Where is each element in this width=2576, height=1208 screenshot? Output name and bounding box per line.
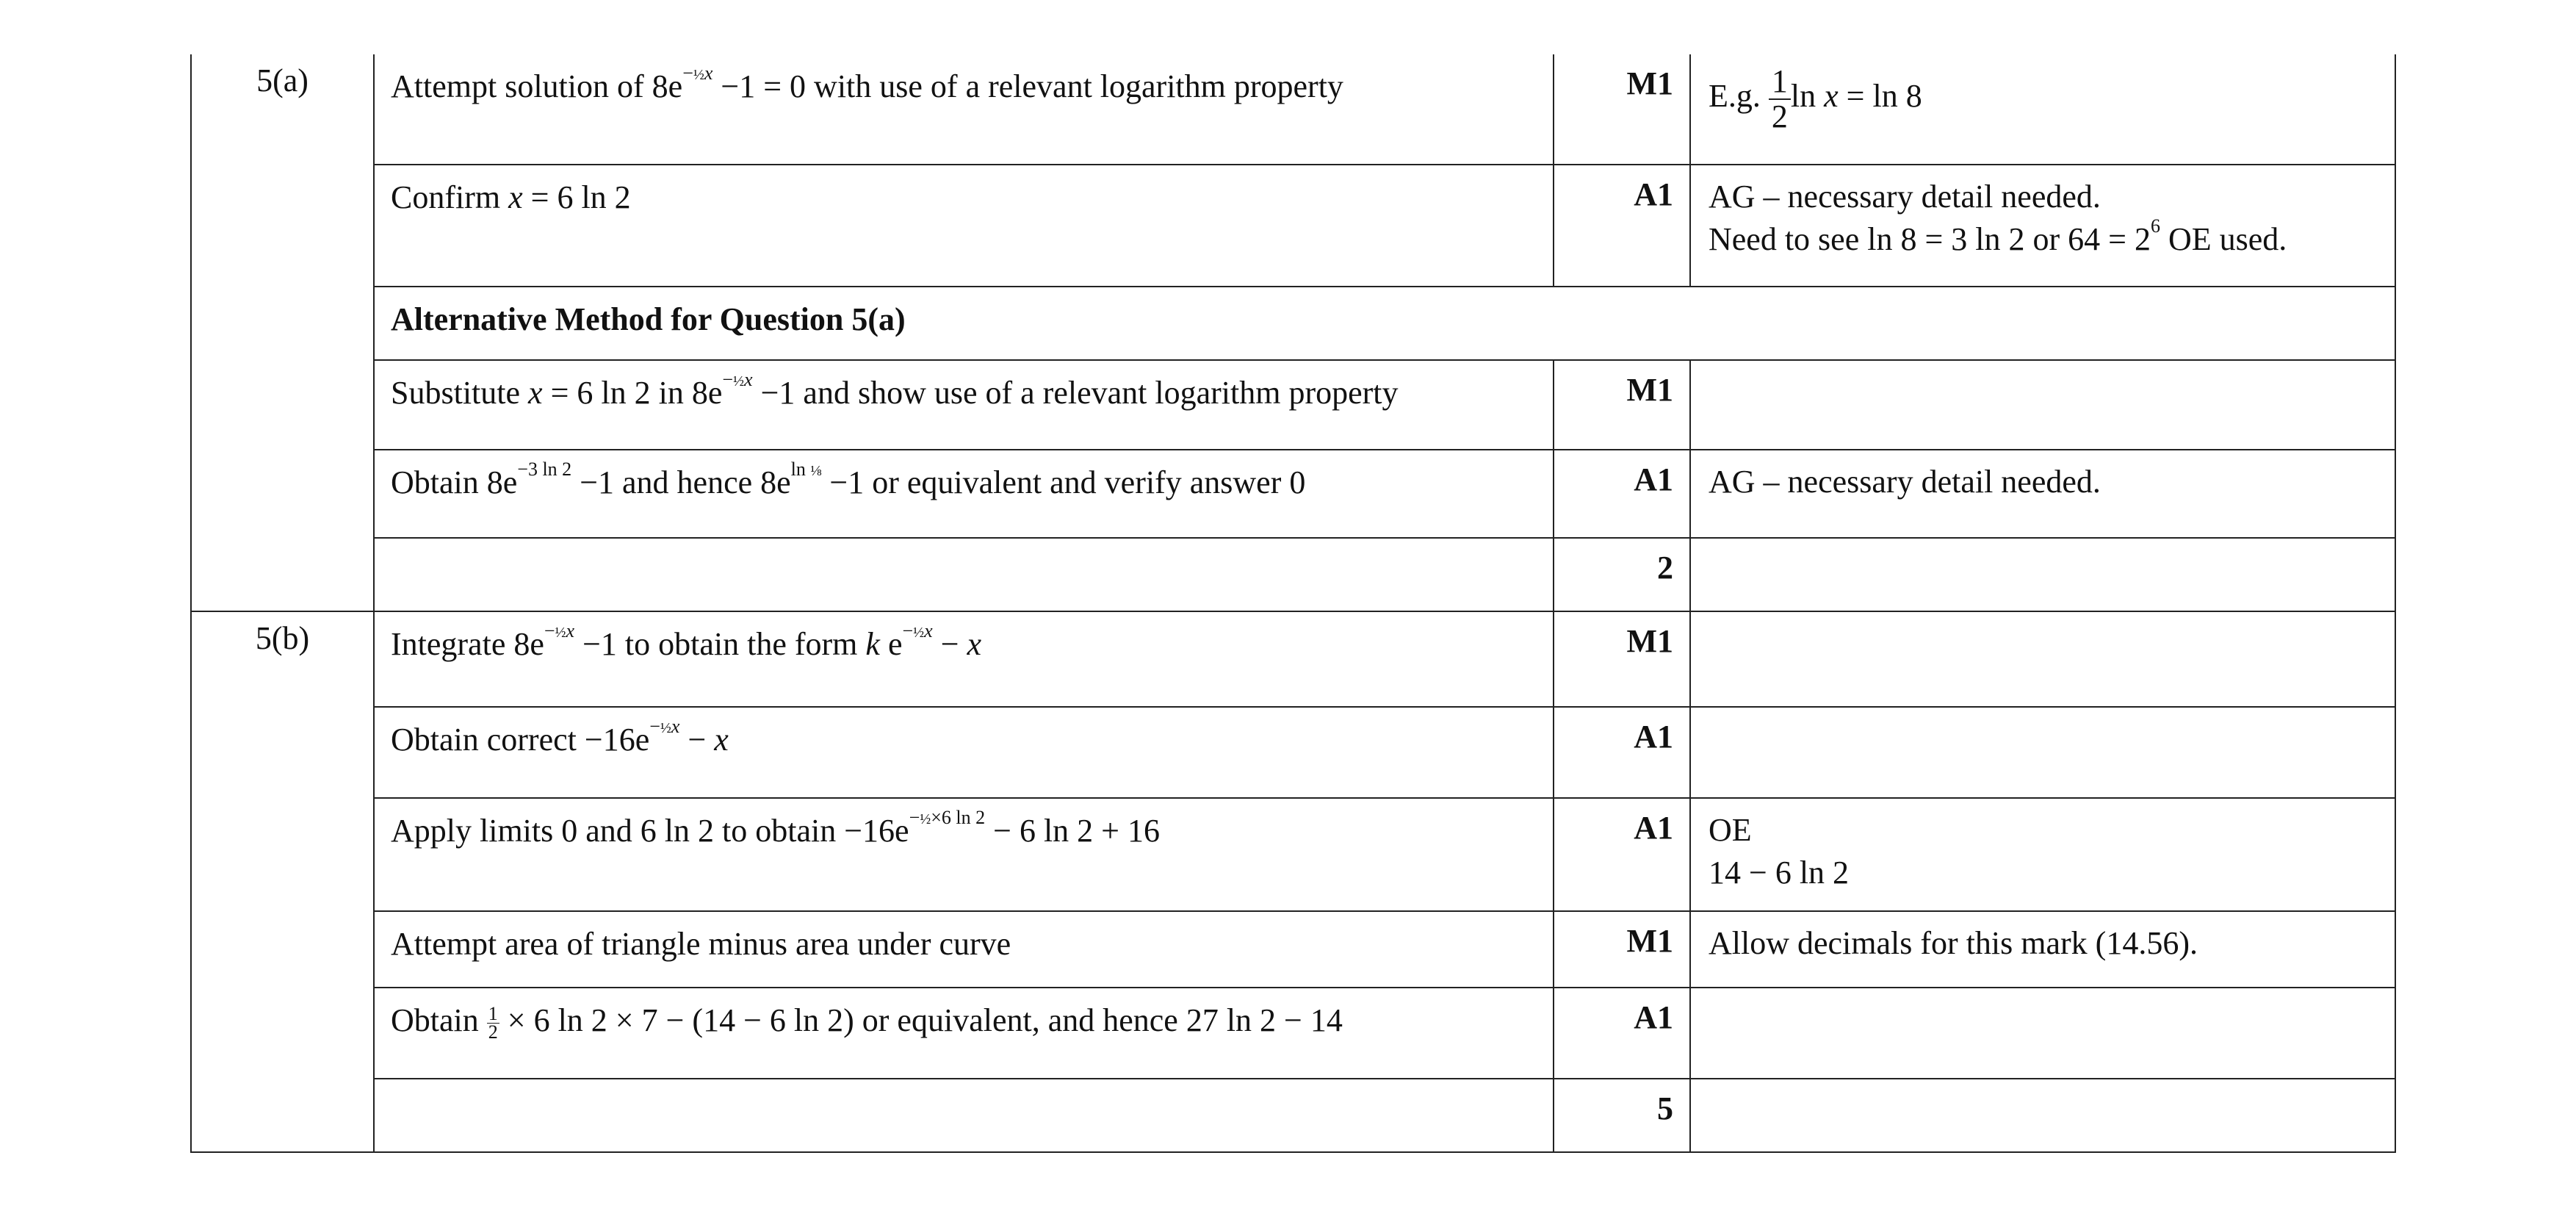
- guidance-cell: [1690, 538, 2395, 611]
- answer-cell: Obtain $\frac{1}{2}$ × 6 ln 2 × 7 − (14 − 6 ln 2) or equivalent, and hence 27 ln 2 − 14: [374, 988, 1554, 1079]
- answer-cell: Confirm x = 6 ln 2: [374, 165, 1554, 287]
- total-mark: 5: [1554, 1079, 1690, 1152]
- mark-scheme-table: [190, 54, 2396, 1153]
- answer-cell: Integrate $8e^{-\frac{1}{2}x} -1$ to obtain the form k $e^{-\frac{1}{2}x} - x$: [374, 611, 1554, 707]
- guidance-cell: AG – necessary detail needed.: [1690, 450, 2395, 538]
- alternative-method-heading: Alternative Method for Question 5(a): [374, 287, 2395, 360]
- table-row: [191, 450, 2395, 538]
- answer-cell: Substitute x = 6 ln 2 in $8e^{-\frac{1}{2}x} -1$ and show use of a relevant logarithm property: [374, 360, 1554, 450]
- answer-cell: Obtain correct $-16e^{-\frac{1}{2}x} - x$: [374, 707, 1554, 798]
- table-row: [191, 538, 2395, 611]
- guidance-cell: [1690, 611, 2395, 707]
- guidance-cell: [1690, 988, 2395, 1079]
- table-row: [191, 988, 2395, 1079]
- guidance-cell: [1690, 1079, 2395, 1152]
- total-mark: 2: [1554, 538, 1690, 611]
- mark-cell: A1: [1554, 798, 1690, 911]
- mark-cell: A1: [1554, 165, 1690, 287]
- mark-cell: M1: [1554, 360, 1690, 450]
- math-expression: $8e^{-\frac{1}{2}x} -1 = 0$: [652, 62, 807, 104]
- answer-cell: Obtain $8e^{-3 ln 2} -1$ and hence $8e^{ln \frac{1}{8}} -1$ or equivalent and verify answer 0: [374, 450, 1554, 538]
- guidance-cell: OE 14 − 6 ln 2: [1690, 798, 2395, 911]
- table-row: [191, 1079, 2395, 1152]
- question-label: 5(b): [191, 611, 374, 1152]
- question-label: 5(a): [191, 54, 374, 611]
- table-row: [191, 707, 2395, 798]
- guidance-cell: [1690, 707, 2395, 798]
- table-row: [191, 360, 2395, 450]
- mark-cell: A1: [1554, 988, 1690, 1079]
- table-row: [191, 798, 2395, 911]
- answer-cell: [374, 538, 1554, 611]
- table-row: [191, 54, 2395, 165]
- guidance-cell: Allow decimals for this mark (14.56).: [1690, 911, 2395, 988]
- mark-cell: M1: [1554, 611, 1690, 707]
- answer-cell: [374, 1079, 1554, 1152]
- answer-cell: Attempt area of triangle minus area under curve: [374, 911, 1554, 988]
- mark-cell: M1: [1554, 54, 1690, 165]
- mark-cell: M1: [1554, 911, 1690, 988]
- mark-cell: A1: [1554, 707, 1690, 798]
- table-row: [191, 287, 2395, 360]
- guidance-cell: [1690, 360, 2395, 450]
- fraction: $\frac{1}{2}$: [1769, 65, 1791, 134]
- guidance-cell: E.g. $\frac{1}{2}$ ln x = ln 8: [1690, 54, 2395, 165]
- guidance-cell: AG – necessary detail needed. Need to see ln 8 = 3 ln 2 or $64 = 2^6$ OE used.: [1690, 165, 2395, 287]
- table-row: [191, 611, 2395, 707]
- mark-cell: A1: [1554, 450, 1690, 538]
- table-row: [191, 165, 2395, 287]
- answer-cell: Attempt solution of $8e^{-\frac{1}{2}x} -1 = 0$ with use of a relevant logarithm property: [374, 54, 1554, 165]
- table-row: [191, 911, 2395, 988]
- answer-cell: Apply limits 0 and 6 ln 2 to obtain $-16e^{-\frac{1}{2}\times 6 ln 2} - 6$ ln 2 + 16: [374, 798, 1554, 911]
